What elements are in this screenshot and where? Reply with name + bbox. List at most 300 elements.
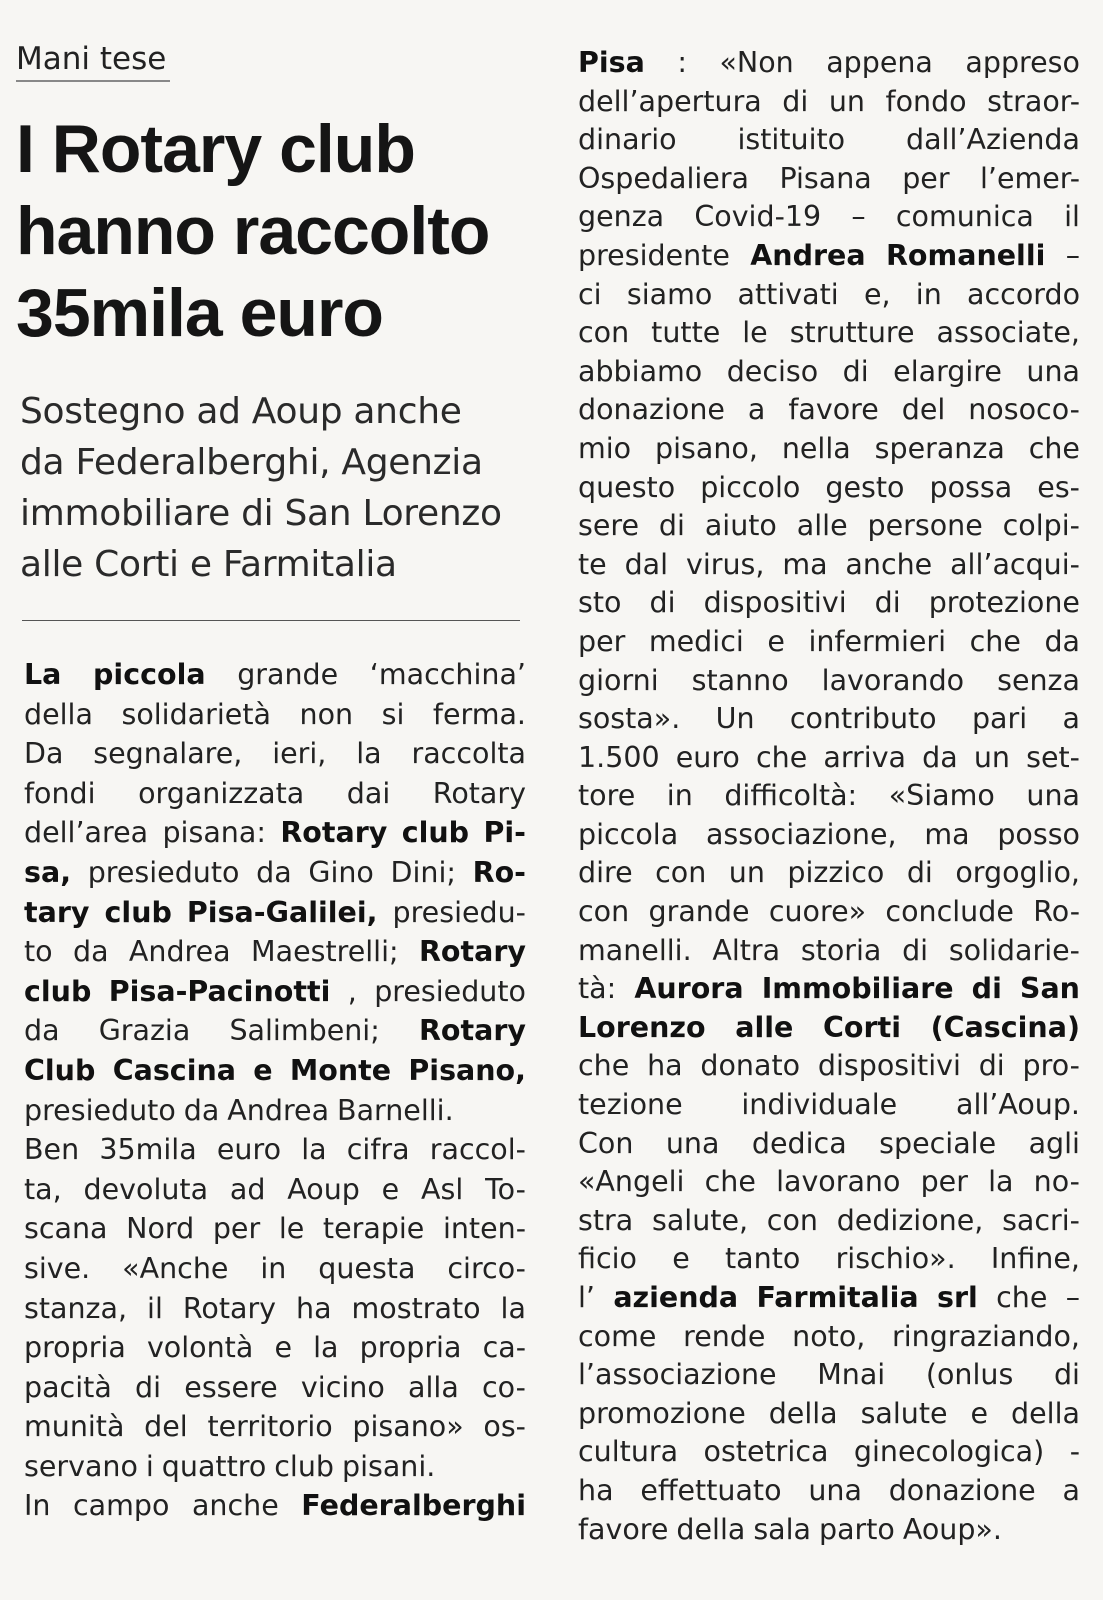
text-line xyxy=(578,546,1080,585)
word: stanza, xyxy=(24,1291,128,1325)
bold-word: tary xyxy=(24,895,90,929)
word: come xyxy=(578,1319,657,1353)
bold-word: Lorenzo xyxy=(578,1010,706,1044)
word: presieduto xyxy=(374,974,526,1008)
word: fondi xyxy=(24,776,96,810)
text-line xyxy=(578,121,1080,160)
text-line xyxy=(578,1472,1080,1511)
bold-word: club xyxy=(401,816,470,850)
word: l’associazione xyxy=(578,1358,777,1392)
word: speranza xyxy=(874,431,1005,465)
word: siamo xyxy=(626,277,713,311)
word: e xyxy=(767,624,785,658)
text-line xyxy=(24,853,526,893)
word: per xyxy=(920,1165,968,1199)
word: all’Aoup. xyxy=(955,1088,1080,1122)
word: presidente xyxy=(578,238,730,272)
word: dai xyxy=(346,776,391,810)
word: un xyxy=(973,740,1010,774)
text-line xyxy=(578,662,1080,701)
word: dedizione, xyxy=(836,1203,984,1237)
word: – xyxy=(1065,238,1080,272)
word: ma xyxy=(924,817,970,851)
word: straor- xyxy=(987,84,1080,118)
bold-word: Rotary xyxy=(280,816,388,850)
word: favore xyxy=(788,393,879,427)
word: conclude xyxy=(885,895,1014,929)
text-line xyxy=(24,1486,526,1526)
text-line xyxy=(578,893,1080,932)
word: rischio». xyxy=(835,1242,956,1276)
word: «Angeli xyxy=(578,1165,685,1199)
word: te xyxy=(578,547,607,581)
word: ostetrica xyxy=(703,1435,829,1469)
word: quattro xyxy=(161,1449,267,1483)
word: deciso xyxy=(726,354,819,388)
text-line xyxy=(578,1511,1080,1550)
word: presieduto xyxy=(24,1093,176,1127)
text-line xyxy=(578,1086,1080,1125)
word: sosta». xyxy=(578,702,681,736)
word: Aoup xyxy=(287,1172,360,1206)
text-line xyxy=(24,1368,526,1408)
word: di xyxy=(649,586,676,620)
word: il xyxy=(147,1291,163,1325)
word: territorio xyxy=(207,1410,333,1444)
subheadline-line: da Federalberghi, Agenzia xyxy=(20,442,483,483)
body-text-right xyxy=(578,44,1080,1549)
word: che xyxy=(996,1281,1048,1314)
word: «Non xyxy=(719,46,794,79)
word: Aoup». xyxy=(902,1512,1002,1546)
word: Gino xyxy=(308,855,374,889)
word: set- xyxy=(1026,740,1080,774)
word: il xyxy=(1064,200,1080,234)
word: Dini; xyxy=(390,855,456,889)
left-column xyxy=(16,38,526,1526)
word: circo- xyxy=(447,1251,526,1285)
bold-word: azienda xyxy=(613,1281,739,1314)
word: pari xyxy=(971,702,1028,736)
text-line xyxy=(24,1130,526,1170)
word: Ospedaliera xyxy=(578,161,750,195)
word: alle xyxy=(796,509,848,543)
word: di xyxy=(135,1370,162,1404)
word: sive. xyxy=(24,1251,91,1285)
text-line xyxy=(24,1289,526,1329)
word: es- xyxy=(1037,470,1080,504)
word: giorni xyxy=(578,663,659,697)
bold-word: srl xyxy=(937,1281,978,1314)
word: a xyxy=(1062,702,1080,736)
text-line xyxy=(578,584,1080,623)
word: Un xyxy=(715,702,755,736)
word: anche xyxy=(191,1489,279,1523)
word: pisana: xyxy=(162,816,266,850)
word: ha xyxy=(296,1291,332,1325)
word: sala xyxy=(753,1512,812,1546)
text-line xyxy=(578,739,1080,778)
word: elargire xyxy=(893,354,1002,388)
word: a xyxy=(1062,1473,1080,1507)
bold-word: Pisa-Pacinotti xyxy=(108,974,331,1008)
word: Andrea xyxy=(128,935,231,969)
word: una xyxy=(1026,779,1080,813)
word: vicino xyxy=(300,1370,385,1404)
word: propria xyxy=(24,1331,126,1365)
word: pacità xyxy=(24,1370,112,1404)
word: club xyxy=(274,1449,335,1483)
bold-word: alle xyxy=(735,1010,794,1044)
word: favore xyxy=(578,1512,669,1546)
word: comunica xyxy=(895,200,1034,234)
word: per xyxy=(578,624,626,658)
bold-word: Andrea xyxy=(750,238,866,272)
word: tà: xyxy=(578,972,617,1006)
word: tore xyxy=(578,779,636,813)
word: grande xyxy=(648,895,750,929)
word: protezione xyxy=(928,586,1080,620)
word: In xyxy=(24,1489,51,1523)
text-line xyxy=(24,1170,526,1210)
bold-word: Rotary xyxy=(418,935,526,969)
word: virus, xyxy=(685,547,765,581)
word: un xyxy=(828,84,865,118)
word: rende xyxy=(683,1319,766,1353)
word: la xyxy=(988,1165,1014,1199)
text-line xyxy=(578,198,1080,237)
word: pisani. xyxy=(341,1449,436,1483)
word: Mnai xyxy=(817,1358,886,1392)
text-line xyxy=(578,391,1080,430)
word: contributo xyxy=(789,702,937,736)
word: dispositivi xyxy=(703,586,847,620)
word: dire xyxy=(578,856,633,890)
word: co- xyxy=(482,1370,526,1404)
word: associazione, xyxy=(705,817,897,851)
word: orgoglio, xyxy=(955,856,1080,890)
word: effettuato xyxy=(640,1473,782,1507)
word: Asl xyxy=(421,1172,464,1206)
word: i xyxy=(145,1449,154,1483)
text-line xyxy=(24,774,526,814)
text-line xyxy=(578,1318,1080,1357)
text-line xyxy=(578,1433,1080,1472)
word: To- xyxy=(485,1172,526,1206)
word: che xyxy=(578,1049,630,1083)
bold-word: Corti xyxy=(823,1010,901,1044)
word: medici xyxy=(648,624,744,658)
word: Ben xyxy=(24,1133,80,1167)
word: Andrea xyxy=(227,1093,330,1127)
word: aiuto xyxy=(704,509,777,543)
bold-word: sa, xyxy=(24,855,72,889)
word: nosoco- xyxy=(968,393,1080,427)
word: Barnelli. xyxy=(337,1093,454,1127)
word: Rotary xyxy=(182,1291,277,1325)
subheadline-line: Sostegno ad Aoup anche xyxy=(20,391,462,432)
word: inten- xyxy=(442,1212,526,1246)
word: e xyxy=(274,1331,292,1365)
bold-word: Federalberghi xyxy=(301,1489,526,1523)
bold-word: Romanelli xyxy=(885,238,1046,272)
word: donato xyxy=(700,1049,801,1083)
bold-word: piccola xyxy=(93,658,206,691)
word: Maestrelli; xyxy=(251,935,399,969)
word: una xyxy=(1026,354,1080,388)
word: Da xyxy=(24,737,64,771)
word: accordo xyxy=(967,277,1080,311)
text-line xyxy=(578,1009,1080,1048)
word: le xyxy=(742,316,768,350)
text-line xyxy=(578,314,1080,353)
headline-line: I Rotary club xyxy=(16,111,415,187)
word: raccolta xyxy=(411,737,526,771)
word: questa xyxy=(318,1251,416,1285)
word: tezione xyxy=(578,1088,683,1122)
bold-word: Pisano, xyxy=(408,1053,526,1087)
word: no- xyxy=(1033,1165,1080,1199)
text-line xyxy=(578,1202,1080,1241)
word: salute xyxy=(860,1396,948,1430)
word: donazione xyxy=(888,1473,1036,1507)
text-line xyxy=(578,353,1080,392)
word: euro xyxy=(675,740,740,774)
word: «Siamo xyxy=(888,779,995,813)
word: la xyxy=(301,1133,327,1167)
word: si xyxy=(381,697,405,731)
word: cuore» xyxy=(768,895,867,929)
word: del xyxy=(144,1410,188,1444)
word: «Anche xyxy=(122,1251,229,1285)
word: in xyxy=(666,779,693,813)
word: un xyxy=(728,856,765,890)
word: ta, xyxy=(24,1172,62,1206)
text-line xyxy=(578,83,1080,122)
word: scana xyxy=(24,1212,108,1246)
word: ferma. xyxy=(432,697,526,731)
word: di xyxy=(874,586,901,620)
word: - xyxy=(1069,1435,1080,1469)
word: gesto xyxy=(825,470,905,504)
word: solidarietà xyxy=(121,697,271,731)
word: dispositivi xyxy=(817,1049,961,1083)
text-line xyxy=(578,816,1080,855)
word: alla xyxy=(408,1370,459,1404)
word: in xyxy=(260,1251,287,1285)
word: Nord xyxy=(126,1212,195,1246)
word: Altra xyxy=(712,933,781,967)
word: strutture xyxy=(789,316,915,350)
word: Pisana xyxy=(779,161,872,195)
word: agli xyxy=(1028,1126,1080,1160)
word: manelli. xyxy=(578,933,692,967)
word: la xyxy=(313,1331,339,1365)
word: abbiamo xyxy=(578,354,703,388)
headline-line: hanno raccolto xyxy=(16,193,490,269)
bold-word: club xyxy=(24,974,92,1008)
word: individuale xyxy=(741,1088,898,1122)
text-line xyxy=(578,700,1080,739)
word: con xyxy=(655,856,707,890)
word: e xyxy=(970,1396,989,1430)
word: difficoltà: xyxy=(724,779,858,813)
word: persone xyxy=(867,509,983,543)
text-line xyxy=(578,44,1080,83)
word: Ro- xyxy=(1033,895,1080,929)
word: ci xyxy=(578,277,602,311)
bold-word: Club xyxy=(24,1053,96,1087)
word: senza xyxy=(997,663,1080,697)
text-line xyxy=(578,160,1080,199)
body-text-left xyxy=(24,655,526,1526)
bold-word: Pisa-Galilei, xyxy=(186,895,378,929)
word: – xyxy=(1065,1281,1080,1314)
word: piccola xyxy=(578,817,679,851)
text-line xyxy=(578,1356,1080,1395)
text-line xyxy=(578,970,1080,1009)
text-line xyxy=(578,1047,1080,1086)
text-line xyxy=(578,1163,1080,1202)
word: mio xyxy=(578,431,632,465)
word: storia xyxy=(800,933,882,967)
text-line xyxy=(24,893,526,933)
word: della xyxy=(24,697,93,731)
word: di xyxy=(906,856,933,890)
bold-word: Ro- xyxy=(472,855,526,889)
text-line xyxy=(578,777,1080,816)
word: , xyxy=(347,974,357,1008)
headline-line: 35mila euro xyxy=(16,275,383,351)
text-line xyxy=(24,734,526,774)
word: che xyxy=(969,624,1021,658)
word: Covid-19 xyxy=(694,200,822,234)
word: della xyxy=(676,1512,746,1546)
word: e xyxy=(381,1172,400,1206)
bold-word: Immobiliare xyxy=(761,972,954,1006)
word: parto xyxy=(818,1512,895,1546)
word: ficio xyxy=(578,1242,637,1276)
word: all’acqui- xyxy=(950,547,1080,581)
word: fondo xyxy=(885,84,967,118)
word: stra xyxy=(578,1203,634,1237)
word: per xyxy=(212,1212,261,1246)
section-kicker: Mani tese xyxy=(16,38,170,82)
word: che xyxy=(704,1165,756,1199)
word: l’ xyxy=(578,1281,595,1314)
word: della xyxy=(1011,1396,1080,1430)
word: non xyxy=(299,697,354,731)
word: di xyxy=(842,354,869,388)
word: : xyxy=(677,46,687,79)
word: ‘macchina’ xyxy=(369,658,526,691)
word: ca- xyxy=(482,1331,526,1365)
word: to xyxy=(24,935,53,969)
word: ginecologica) xyxy=(853,1435,1045,1469)
word: Con xyxy=(578,1126,634,1160)
word: stanno xyxy=(691,663,789,697)
word: piccolo xyxy=(700,470,801,504)
word: colpi- xyxy=(1002,509,1080,543)
word: arriva xyxy=(823,740,907,774)
word: propria xyxy=(359,1331,462,1365)
word: speciale xyxy=(879,1126,997,1160)
word: sere xyxy=(578,509,640,543)
word: per xyxy=(902,161,950,195)
word: possa xyxy=(929,470,1013,504)
word: di xyxy=(658,509,685,543)
word: a xyxy=(747,393,766,427)
text-line xyxy=(24,1249,526,1289)
word: pisano» xyxy=(352,1410,464,1444)
word: della xyxy=(768,1396,838,1430)
word: sto xyxy=(578,586,622,620)
text-line xyxy=(24,972,526,1012)
word: Infine, xyxy=(990,1242,1080,1276)
word: da xyxy=(24,1014,60,1048)
word: campo xyxy=(73,1489,170,1523)
word: ha xyxy=(647,1049,683,1083)
word: ieri, xyxy=(272,737,327,771)
word: di xyxy=(1053,1358,1080,1392)
word: Grazia xyxy=(98,1014,191,1048)
text-line xyxy=(578,1395,1080,1434)
word: anche xyxy=(845,547,933,581)
word: da xyxy=(1044,624,1080,658)
bold-word: Aurora xyxy=(634,972,744,1006)
word: ringraziando, xyxy=(892,1319,1080,1353)
word: che xyxy=(1028,431,1080,465)
word: dedica xyxy=(751,1126,847,1160)
word: una xyxy=(665,1126,720,1160)
word: che xyxy=(755,740,808,774)
text-line xyxy=(578,1240,1080,1279)
text-line xyxy=(24,1407,526,1447)
text-line xyxy=(24,1209,526,1249)
bold-word: di xyxy=(971,972,1002,1006)
text-line xyxy=(24,1051,526,1091)
word: volontà xyxy=(146,1331,254,1365)
word: segnalare, xyxy=(93,737,243,771)
word: posso xyxy=(997,817,1080,851)
bold-word: Rotary xyxy=(418,1014,526,1048)
word: euro xyxy=(216,1133,281,1167)
word: la xyxy=(356,737,382,771)
word: terapie xyxy=(322,1212,425,1246)
word: raccol- xyxy=(429,1133,526,1167)
headline xyxy=(16,108,526,354)
word: in xyxy=(915,277,942,311)
word: pro- xyxy=(1022,1049,1080,1083)
word: os- xyxy=(483,1410,526,1444)
word: dal xyxy=(624,547,669,581)
text-line xyxy=(24,695,526,735)
bold-word: San xyxy=(1019,972,1080,1006)
word: dell’apertura xyxy=(578,84,762,118)
word: noto, xyxy=(792,1319,866,1353)
text-line xyxy=(24,1091,526,1131)
word: una xyxy=(808,1473,862,1507)
word: 35mila xyxy=(99,1133,197,1167)
word: da xyxy=(183,1093,220,1127)
text-line xyxy=(24,1328,526,1368)
text-line xyxy=(24,932,526,972)
word: da xyxy=(256,855,292,889)
word: tanto xyxy=(725,1242,801,1276)
word: dell’area xyxy=(24,816,149,850)
word: l’emer- xyxy=(980,161,1080,195)
word: con xyxy=(766,1203,818,1237)
